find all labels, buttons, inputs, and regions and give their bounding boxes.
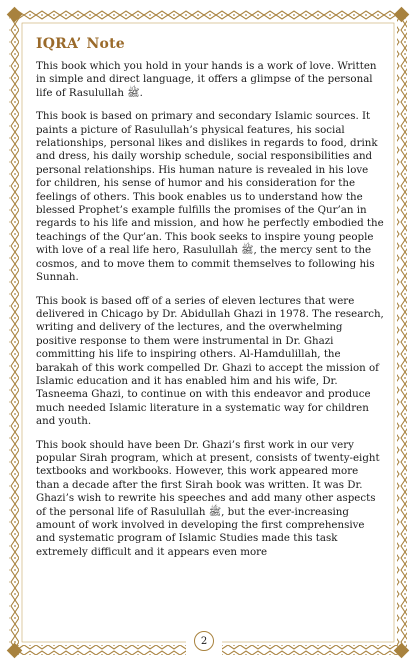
note-heading: IQRA’ Note (36, 36, 125, 52)
note-body (36, 36, 384, 626)
paragraph-1: This book which you hold in your hands is a work of love. Written in simple and direct language, it offers a glimpse of the personal life of Rasulullah ﷺ. (36, 60, 377, 99)
page-number: 2 (194, 631, 214, 651)
paragraph-3: This book is based off of a series of eleven lectures that were delivered in Chicago by Dr. Abidullah Ghazi in 1978. The research, writing and delivery of the lectures, and the overwhelming positive response to them were instrumental in Dr. Ghazi committing his life to inspiring others. Al-Hamdulillah, the barakah of this work compelled Dr. Ghazi to accept the mission of Islamic education and it has enabled him and his wife, Dr. Tasneema Ghazi, to continue on with this endeavor and produce much needed Islamic literature in a systematic way for children and youth. (36, 294, 384, 428)
paragraph-4: This book should have been Dr. Ghazi’s first work in our very popular Sirah program, which at present, consists of twenty-eight textbooks and workbooks. However, this work appeared more than a decade after the first Sirah book was written. It was Dr. Ghazi’s wish to rewrite his speeches and add many other aspects of the personal life of Rasulullah ﷺ, but the ever-increasing amount of work involved in developing the first comprehensive and systematic program of Islamic Studies made this task extremely difficult and it appears even more (36, 438, 380, 558)
paragraph-2: This book is based on primary and secondary Islamic sources. It paints a picture of Rasulullah’s physical features, his social relationships, personal likes and dislikes in regards to food, drink and dress, his daily worship schedule, social responsibilities and personal relationships. His human nature is revealed in his love for children, his sense of humor and his consideration for the feelings of others. This book enables us to understand how the blessed Prophet’s example fulfills the promises of the Qur’an in regards to his life and mission, and how he perfectly embodied the teachings of the Qur’an. This book seeks to inspire young people with love of a real life hero, Rasulullah ﷺ, the mercy sent to the cosmos, and to move them to commit themselves to following his Sunnah. (36, 110, 384, 284)
